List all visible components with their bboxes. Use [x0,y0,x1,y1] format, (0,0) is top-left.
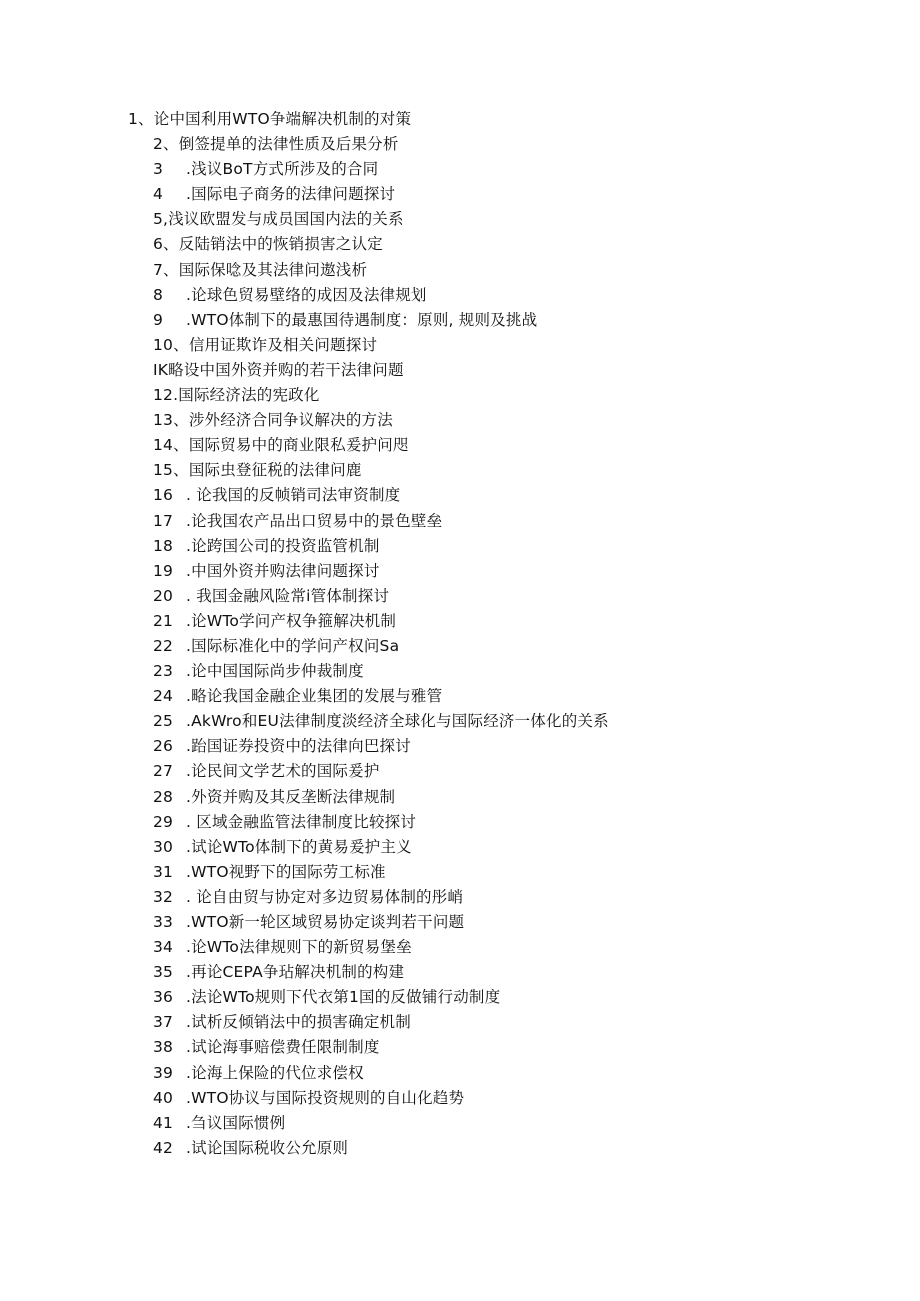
list-item [0,709,920,734]
item-title: .再论CEPA争玷解决机制的构建 [186,963,405,982]
item-number: 42 [153,1138,174,1157]
item-number: 14、 [153,436,189,455]
list-item [0,985,920,1010]
item-number: 28 [153,787,174,806]
list-item [0,433,920,458]
list-item [0,1035,920,1060]
item-number: IK [153,360,169,379]
item-number: 2、 [153,135,179,154]
item-number: 15、 [153,461,189,480]
item-number: 38 [153,1038,174,1057]
item-title: . 论自由贸与协定对多边贸易体制的彤峭 [186,887,464,906]
item-title: .外资并购及其反垄断法律规制 [186,787,396,806]
item-number: 40 [153,1088,174,1107]
item-number: 12. [153,386,179,405]
item-number: 4 [153,185,164,204]
item-number: 23 [153,662,174,681]
item-title: 国际保唸及其法律问遨浅析 [178,260,368,279]
item-title: .论跨国公司的投资监管机制 [186,536,380,555]
item-title: .中国外资并购法律问题探讨 [186,561,380,580]
list-item [0,483,920,508]
list-item [0,207,920,232]
list-item [0,1061,920,1086]
item-title: . 区域金融监管法律制度比较探讨 [186,812,417,831]
item-title: 略设中国外资并购的若干法律问题 [168,360,404,379]
list-item [0,910,920,935]
item-title: .论中国国际尚步仲裁制度 [186,662,364,681]
item-number: 22 [153,636,174,655]
item-title: .论WTo学问产权争箍解决机制 [186,611,397,630]
item-title: 国际虫登征税的法律问鹿 [188,461,362,480]
item-number: 19 [153,561,174,580]
item-number: 21 [153,611,174,630]
item-title: 涉外经济合同争议解决的方法 [188,411,393,430]
list-item [0,960,920,985]
item-title: .试析反倾销法中的损害确定机制 [186,1013,411,1032]
item-title: .试论WTo体制下的黄易爰护主义 [186,837,412,856]
list-item [0,383,920,408]
list-item [0,559,920,584]
list-item [0,258,920,283]
item-title: .论我国农产品出口贸易中的景色壁垒 [186,511,443,530]
item-title: 浅议欧盟发与成员国国内法的关系 [168,210,404,229]
list-item [0,333,920,358]
item-title: . 论我国的反帧销司法审资制度 [186,486,401,505]
list-item [0,684,920,709]
item-number: 7、 [153,260,179,279]
item-title: .跆国证券投资中的法律向巴探讨 [186,737,411,756]
item-title: .国际标准化中的学问产权问Sa [186,636,400,655]
item-number: 39 [153,1063,174,1082]
list-item [0,935,920,960]
item-number: 20 [153,586,174,605]
item-number: 32 [153,887,174,906]
item-title: .WTO新一轮区域贸易协定谈判若干问题 [186,913,465,931]
list-item [0,810,920,835]
list-item [0,232,920,257]
list-item [0,107,920,132]
list-item [0,458,920,483]
list-item [0,835,920,860]
list-item [0,1111,920,1136]
list-item [0,584,920,609]
item-number: 26 [153,737,174,756]
list-item [0,534,920,559]
list-item [0,157,920,182]
item-number: 3 [153,160,164,179]
item-number: 8 [153,285,164,304]
list-item [0,1136,920,1161]
item-number: 31 [153,862,174,881]
list-item [0,634,920,659]
list-item [0,358,920,383]
item-number: 5, [153,210,169,229]
item-title: 倒签提单的法律性质及后果分析 [178,135,399,154]
list-item [0,408,920,433]
item-title: .WTO视野下的国际劳工标准 [186,862,386,881]
item-number: 13、 [153,411,189,430]
item-title: .论海上保险的代位求偿权 [186,1063,364,1082]
item-title: .试论国际税收公允原则 [186,1138,349,1157]
topic-list [0,107,920,1161]
item-number: 35 [153,963,174,982]
list-item [0,785,920,810]
list-item [0,509,920,534]
item-number: 18 [153,536,174,555]
list-item [0,1086,920,1111]
item-number: 1、 [128,110,154,128]
item-number: 36 [153,988,174,1007]
item-title: .略论我国金融企业集团的发展与雅管 [186,687,443,706]
item-title: .论民间文学艺术的国际爰护 [186,762,380,781]
item-number: 17 [153,511,174,530]
list-item [0,132,920,157]
list-item [0,308,920,333]
list-item [0,283,920,308]
item-title: 信用证欺诈及相关问题探讨 [188,335,378,354]
item-title: 国际贸易中的商业限私爰护问咫 [188,436,409,455]
item-title: .试论海事赔偿费任限制制度 [186,1038,380,1057]
list-item [0,885,920,910]
item-number: 34 [153,938,174,957]
list-item [0,759,920,784]
item-title: .国际电子商务的法律问题探讨 [186,185,396,204]
item-number: 6、 [153,235,179,254]
item-number: 29 [153,812,174,831]
item-number: 25 [153,712,174,731]
item-title: .WTO体制下的最惠国待遇制度：原则, 规则及挑战 [186,310,538,329]
item-title: .论球色贸易壁络的成因及法律规划 [186,285,427,304]
item-number: 30 [153,837,174,856]
item-title: 反陆销法中的恢销损害之认定 [178,235,383,254]
item-title: .刍议国际惯例 [186,1113,286,1132]
item-title: 国际经济法的宪政化 [178,386,320,405]
item-title: .AkWro和EU法律制度淡经济全球化与国际经济一体化的关系 [186,712,609,731]
item-number: 24 [153,687,174,706]
item-number: 37 [153,1013,174,1032]
item-title: .论WTo法律规则下的新贸易堡垒 [186,938,412,957]
list-item [0,860,920,885]
item-number: 27 [153,762,174,781]
list-item [0,734,920,759]
list-item [0,1010,920,1035]
item-title: 论中国利用WTO争端解决机制的对策 [153,110,412,128]
item-number: 9 [153,310,164,329]
item-number: 41 [153,1113,174,1132]
item-number: 16 [153,486,174,505]
item-number: 33 [153,913,174,931]
item-number: 10、 [153,335,189,354]
item-title: .WTO协议与国际投资规则的自山化趋势 [186,1088,465,1107]
item-title: .法论WTo规则下代衣第1国的反做铺行动制度 [186,988,501,1007]
list-item [0,609,920,634]
list-item [0,182,920,207]
item-title: .浅议BoT方式所涉及的合同 [186,160,379,179]
list-item [0,659,920,684]
item-title: . 我国金融风险常i管体制探讨 [186,586,390,605]
